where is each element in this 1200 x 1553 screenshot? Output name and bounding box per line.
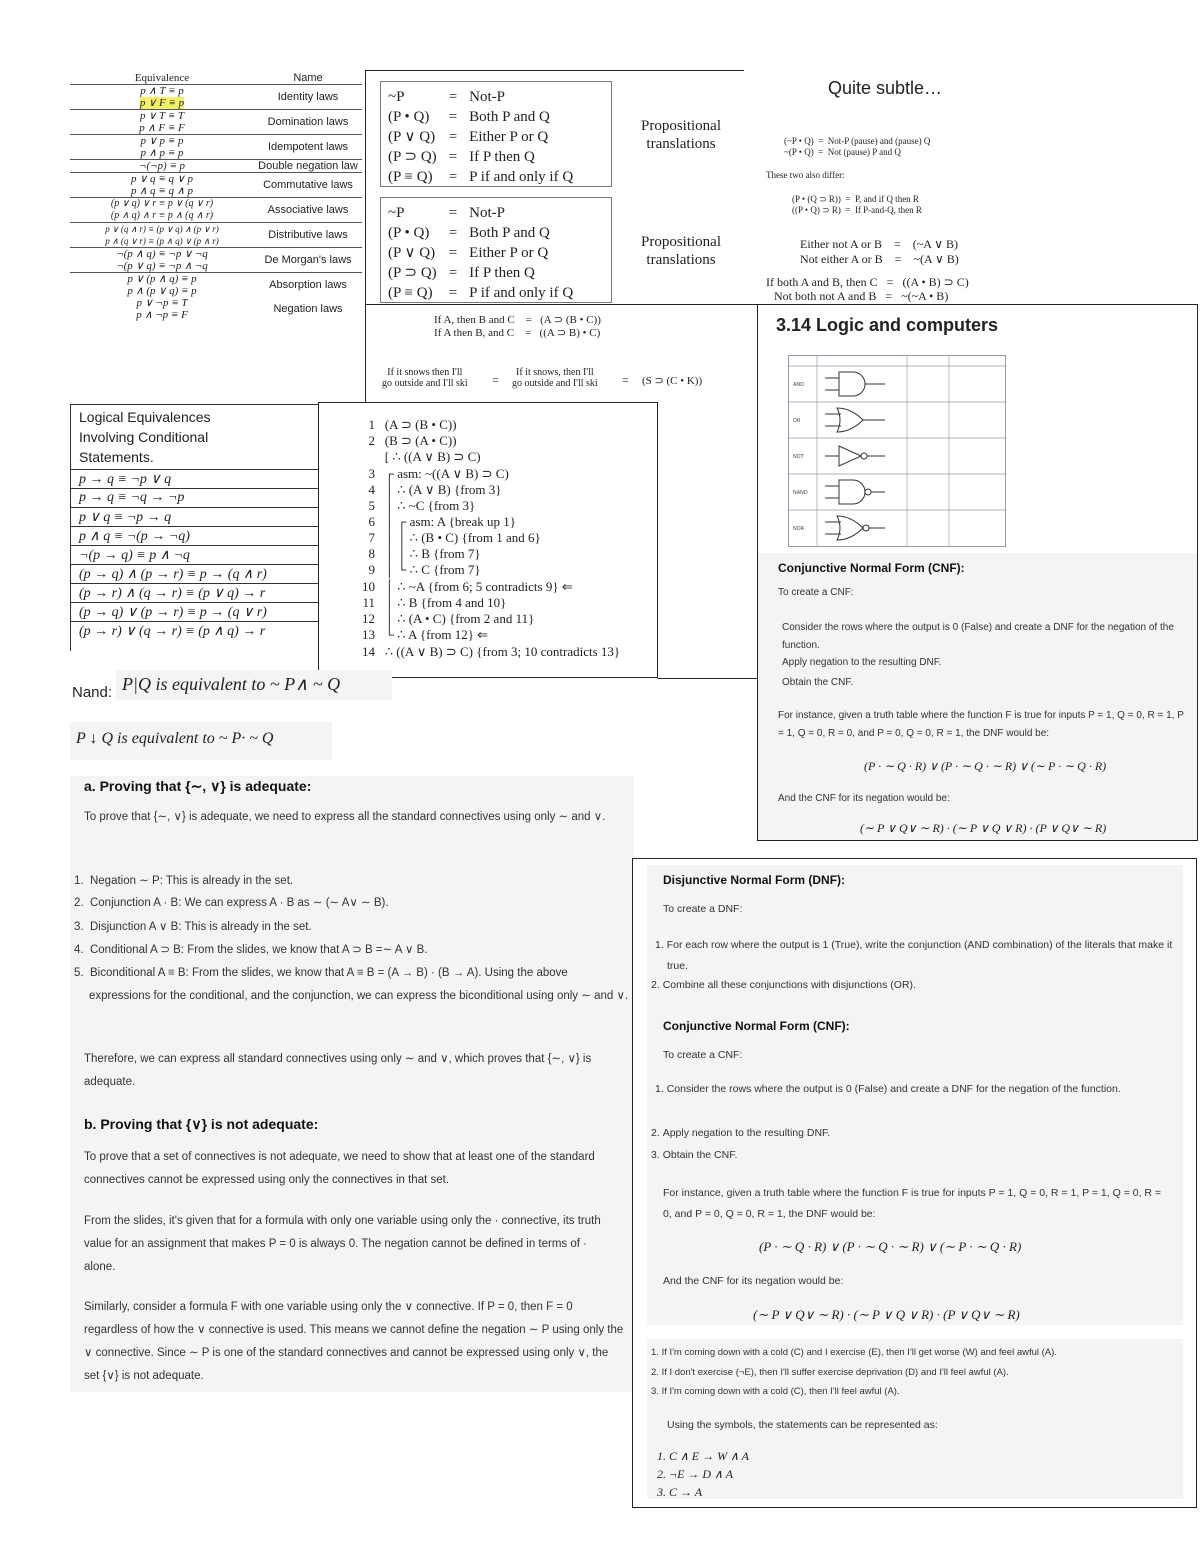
- symbols-intro: Using the symbols, the statements can be represented as:: [667, 1419, 938, 1431]
- proving-a-intro: To prove that {∼, ∨} is adequate, we need to express all the standard connectives using only ∼ and ∨.: [84, 811, 606, 823]
- subtle-title: Quite subtle…: [828, 78, 943, 98]
- statement-1: 1. If I'm coming down with a cold (C) and I exercise (E), then I'll get worse (W) and feel awful (A).: [651, 1347, 1057, 1358]
- snow-expr: (S ⊃ (C • K)): [642, 375, 703, 387]
- dnf-negation-intro: And the CNF for its negation would be:: [663, 1275, 844, 1287]
- name-header: Name: [293, 72, 323, 84]
- cond-line-2: If A then B, and C = ((A ⊃ B) • C): [434, 327, 601, 339]
- dnf-cnf-formula: (∼ P ∨ Q∨ ∼ R) · (∼ P ∨ Q ∨ R) · (P ∨ Q∨ ∼ R): [753, 1307, 1020, 1322]
- equivalence-expr: p ∨ ¬p ≡ T p ∧ ¬p ≡ F: [136, 297, 188, 321]
- cnf-heading: Conjunctive Normal Form (CNF):: [778, 561, 965, 575]
- nor-gate-icon: [837, 516, 863, 540]
- dnf-heading: Disjunctive Normal Form (DNF):: [663, 873, 846, 887]
- logic-computers-panel: [757, 304, 1198, 554]
- translations-box-1: [380, 81, 612, 187]
- subtle-either: Either not A or B = (~A ∨ B): [800, 237, 959, 251]
- law-name: Domination laws: [254, 110, 362, 135]
- gate-label-nor: NOR: [793, 526, 805, 532]
- equivalence-row: p ∨ q ≡ ¬p → q: [71, 507, 321, 526]
- equivalence-expr: (p ∨ q) ∨ r ≡ p ∨ (q ∨ r) (p ∧ q) ∧ r ≡ p ∧ (q ∧ r): [70, 198, 254, 223]
- subtle-if-both: If both A and B, then C = ((A • B) ⊃ C): [766, 275, 969, 289]
- logical-equivalences-title: Logical Equivalences Involving Conditional Statements.: [79, 409, 211, 465]
- equivalence-table: [70, 72, 362, 321]
- translations-label-1: Propositional translations: [640, 118, 721, 152]
- proof-line: 7 │ │ ∴ (B • C) {from 1 and 6}: [368, 530, 541, 545]
- divider-line: [658, 678, 758, 679]
- subtle-not-either: Not either A or B = ~(A ∨ B): [800, 252, 959, 266]
- cnf-example: For instance, given a truth table where the function F is true for inputs P = 1, Q = 0, R = 1, P = 1, Q = 0, R = 0, and P = 0, Q = 0, R = 1, the DNF would be:: [778, 710, 1184, 739]
- law-name: De Morgan's laws: [254, 248, 362, 273]
- equivalence-expr: p ∨ T ≡ T p ∧ F ≡ F: [70, 110, 254, 135]
- dnf-step-2: 2. Combine all these conjunctions with disjunctions (OR).: [651, 979, 916, 991]
- law-name: Double negation law: [254, 160, 362, 173]
- proving-item-1: 1. Negation ∼ P: This is already in the set.: [74, 875, 294, 887]
- statements-section: [647, 1339, 1183, 1499]
- proof-line: 13 └ ∴ A {from 12} ⇐: [362, 627, 489, 642]
- cnf-dnf-formula: (P · ∼ Q · R) ∨ (P · ∼ Q · ∼ R) ∨ (∼ P · ∼ Q · R): [864, 759, 1107, 773]
- equivalence-table-panel: [70, 72, 366, 392]
- equivalence-expr: ¬(p ∧ q) ≡ ¬p ∨ ¬q ¬(p ∨ q) ≡ ¬p ∧ ¬q: [70, 248, 254, 273]
- statement-2: 2. If I don't exercise (¬E), then I'll suffer exercise deprivation (D) and I'll feel awful (A).: [651, 1367, 1009, 1378]
- law-name: Absorption laws: [254, 273, 362, 298]
- dnf-example: For instance, given a truth table where the function F is true for inputs P = 1, Q = 0, R = 1, P = 1, Q = 0, R = 0, and P = 0, Q = 0, R = 1, the DNF would be:: [663, 1187, 1162, 1220]
- snow-sentence-2: If it snows, then I'll go outside and I'll ski: [512, 367, 598, 389]
- subtle-line-3: (P • (Q ⊃ R)) = P, and if Q then R: [792, 194, 919, 204]
- or-gate-icon: [837, 408, 863, 432]
- cnf-negation-intro: And the CNF for its negation would be:: [778, 793, 950, 804]
- cond-line-1: If A, then B and C = (A ⊃ (B • C)): [434, 314, 601, 326]
- law-name: Identity laws: [254, 85, 362, 110]
- snow-sentence-1: If it snows then I'll go outside and I'll ski: [382, 367, 468, 389]
- translations-panel: [365, 70, 744, 307]
- gate-label-not: NOT: [793, 454, 804, 460]
- equivalence-row: (p → q) ∧ (p → r) ≡ p → (q ∧ r): [71, 564, 321, 583]
- equivalence-expr: p ∨ (p ∧ q) ≡ p p ∧ (p ∨ q) ≡ p: [70, 273, 254, 298]
- subtle-line-4: ((P • Q) ⊃ R) = If P-and-Q, then R: [792, 205, 922, 215]
- proof-line: 1 (A ⊃ (B • C)): [368, 417, 457, 432]
- equivalence-expr: p ∧ T ≡ p p ∨ F ≡ p: [70, 85, 254, 110]
- nand-expression: P|Q is equivalent to ~ P∧ ~ Q: [116, 670, 392, 700]
- highlighted-expr: p ∨ F ≡ p: [139, 97, 185, 109]
- subtle-line-2: ~(P • Q) = Not (pause) P and Q: [784, 147, 901, 157]
- nand-label: Nand:: [72, 684, 113, 701]
- symbol-statement-3: 3. C → A: [657, 1485, 703, 1499]
- proving-b-p1: To prove that a set of connectives is not adequate, we need to show that at least one of the standard connectives cannot be expressed using only the connectives in that set.: [84, 1151, 595, 1186]
- proof-line: 8 │ │ ∴ B {from 7}: [368, 546, 481, 561]
- proving-b-p2: From the slides, it's given that for a formula with only one variable using only the · connective, its truth value for an assignment that makes P = 0 is always 0. The negation cannot be defined in terms of · alone.: [84, 1215, 601, 1273]
- proving-item-2: 2. Conjunction A · B: We can express A · B as ∼ (∼ A∨ ∼ B).: [74, 897, 389, 909]
- equivalence-row: (p → r) ∨ (q → r) ≡ (p ∧ q) → r: [71, 621, 321, 640]
- equivalence-row: ¬(p → q) ≡ p ∧ ¬q: [71, 545, 321, 564]
- proving-b-p3: Similarly, consider a formula F with one variable using only the ∨ connective. If P = 0, then F = 0 regardless of how the ∨ connective is used. This means we cannot define the negation ∼ P using only the ∨ connective. Since ∼ P is one of the standard connectives and cannot be expressed using only ∨, the set {∨} is not adequate.: [84, 1301, 624, 1382]
- proof-line: [ ∴ ((A ∨ B) ⊃ C): [384, 449, 481, 464]
- equivalence-row: p → q ≡ ¬q → ¬p: [71, 488, 321, 507]
- law-name: Idempotent laws: [254, 135, 362, 160]
- subtle-not-both: Not both not A and B = ~(~A • B): [774, 289, 949, 303]
- proof-line: 4 │ ∴ (A ∨ B) {from 3}: [368, 482, 502, 497]
- subtle-line-1: (~P • Q) = Not-P (pause) and (pause) Q: [784, 136, 931, 146]
- dnf-formula: (P · ∼ Q · R) ∨ (P · ∼ Q · ∼ R) ∨ (∼ P · ∼ Q · R): [759, 1239, 1022, 1254]
- cnf-panel: [757, 553, 1198, 841]
- proof-line: 9 │ └ ∴ C {from 7}: [368, 562, 481, 577]
- proof-line: 6 │ ┌ asm: A {break up 1}: [368, 514, 517, 529]
- snow-eq-1: =: [492, 373, 499, 387]
- nand-gate-icon: [839, 480, 865, 504]
- proof-line: 12 │ ∴ (A • C) {from 2 and 11}: [362, 611, 535, 626]
- law-name: Commutative laws: [254, 173, 362, 198]
- dnf-cnf-step-3: 3. Obtain the CNF.: [651, 1149, 738, 1161]
- not-gate-icon: [839, 446, 861, 466]
- gate-label-and: AND: [793, 382, 805, 388]
- and-gate-icon: [839, 372, 865, 396]
- statement-3: 3. If I'm coming down with a cold (C), then I'll feel awful (A).: [651, 1386, 900, 1397]
- snow-eq-2: =: [622, 373, 629, 387]
- conditional-panel: [365, 304, 760, 404]
- cnf-step-2: Apply negation to the resulting DNF.: [782, 657, 942, 668]
- symbol-statement-2: 2. ¬E → D ∧ A: [657, 1467, 733, 1481]
- cnf-step-3: Obtain the CNF.: [782, 677, 854, 688]
- law-name: Associative laws: [254, 198, 362, 223]
- dnf-cnf-step-2: 2. Apply negation to the resulting DNF.: [651, 1127, 831, 1139]
- dnf-section: [647, 865, 1183, 1325]
- equivalence-expr: ¬(¬p) ≡ p: [70, 160, 254, 173]
- dnf-step-1: 1. For each row where the output is 1 (True), write the conjunction (AND combination) of the literals that make it true.: [655, 939, 1173, 972]
- translations-label-2: Propositional translations: [640, 234, 721, 268]
- equivalence-expr: p ∨ p ≡ p p ∧ p ≡ p: [70, 135, 254, 160]
- equivalence-row: (p → q) ∨ (p → r) ≡ p → (q ∨ r): [71, 602, 321, 621]
- proving-b-heading: b. Proving that {∨} is not adequate:: [84, 1116, 319, 1132]
- translations-box-2: [380, 197, 612, 303]
- nor-expression: P ↓ Q is equivalent to ~ P· ~ Q: [70, 722, 332, 760]
- proving-item-3: 3. Disjunction A ∨ B: This is already in the set.: [74, 921, 312, 933]
- law-name: Negation laws: [273, 303, 343, 315]
- subtle-also-differ: These two also differ:: [766, 170, 845, 180]
- equivalence-row: (p → r) ∧ (q → r) ≡ (p ∨ q) → r: [71, 583, 321, 602]
- logic-gates-diagram: [789, 356, 1005, 546]
- proof-line: 14 ∴ ((A ∨ B) ⊃ C) {from 3; 10 contradicts 13}: [362, 644, 621, 659]
- gate-label-or: OR: [793, 418, 801, 424]
- proving-a-heading: a. Proving that {∼, ∨} is adequate:: [84, 778, 312, 794]
- logic-gates-figure: [788, 355, 1006, 547]
- translations-table: ~P = Not-P (P • Q) = Both P and Q (P ∨ Q) = Either P or Q (P ⊃ Q) = If P then Q (P ≡ Q) = P if and only if Q: [388, 205, 574, 301]
- translations-table: ~P = Not-P (P • Q) = Both P and Q (P ∨ Q) = Either P or Q (P ⊃ Q) = If P then Q (P ≡ Q) = P if and only if Q: [388, 89, 574, 185]
- equivalence-header: Equivalence: [134, 72, 190, 84]
- cnf-formula: (∼ P ∨ Q∨ ∼ R) · (∼ P ∨ Q ∨ R) · (P ∨ Q∨ ∼ R): [860, 821, 1107, 835]
- dnf-cnf-heading: Conjunctive Normal Form (CNF):: [663, 1019, 850, 1033]
- cnf-intro: To create a CNF:: [778, 587, 854, 598]
- proving-item-5: 5. Biconditional A ≡ B: From the slides, we know that A ≡ B = (A → B) · (B → A). Using the above expressions for the conditional, and the conjunction, we can express the biconditional using only ∼ and ∨.: [74, 967, 629, 1002]
- equivalence-expr: p ∨ q ≡ q ∨ p p ∧ q ≡ q ∧ p: [70, 173, 254, 198]
- law-name: Distributive laws: [254, 223, 362, 248]
- dnf-cnf-intro: To create a CNF:: [663, 1049, 743, 1061]
- equivalence-expr: p ∨ (q ∧ r) ≡ (p ∨ q) ∧ (p ∨ r) p ∧ (q ∨ r) ≡ (p ∧ q) ∨ (p ∧ r): [70, 223, 254, 248]
- proving-panel: [70, 776, 634, 1392]
- dnf-cnf-step-1: 1. Consider the rows where the output is 0 (False) and create a DNF for the negation of the function.: [655, 1083, 1121, 1095]
- proof-line: 11 │ ∴ B {from 4 and 10}: [362, 595, 507, 610]
- logical-equivalences-panel: [70, 404, 321, 651]
- logic-computers-title: 3.14 Logic and computers: [776, 315, 999, 335]
- equivalence-row: p ∧ q ≡ ¬(p → ¬q): [71, 526, 321, 545]
- proof-line: 2 (B ⊃ (A • C)): [368, 433, 457, 448]
- dnf-panel: [632, 858, 1197, 1508]
- subtle-panel: [760, 70, 1060, 305]
- symbol-statement-1: 1. C ∧ E → W ∧ A: [657, 1449, 750, 1463]
- dnf-intro: To create a DNF:: [663, 903, 743, 915]
- proof-line: 3 ┌ asm: ~((A ∨ B) ⊃ C): [368, 466, 509, 481]
- proof-panel: [318, 402, 658, 678]
- proving-item-4: 4. Conditional A ⊃ B: From the slides, we know that A ⊃ B =∼ A ∨ B.: [74, 944, 428, 956]
- proving-a-conclusion: Therefore, we can express all standard connectives using only ∼ and ∨, which proves that {∼, ∨} is adequate.: [84, 1053, 592, 1088]
- gate-label-nand: NAND: [793, 490, 808, 496]
- proof-line: 10 │ ∴ ~A {from 6; 5 contradicts 9} ⇐: [362, 579, 573, 594]
- cnf-step-1: Consider the rows where the output is 0 (False) and create a DNF for the negation of the function.: [782, 622, 1174, 651]
- equivalence-row: p → q ≡ ¬p ∨ q: [71, 469, 321, 488]
- proof-line: 5 │ ∴ ~C {from 3}: [368, 498, 476, 513]
